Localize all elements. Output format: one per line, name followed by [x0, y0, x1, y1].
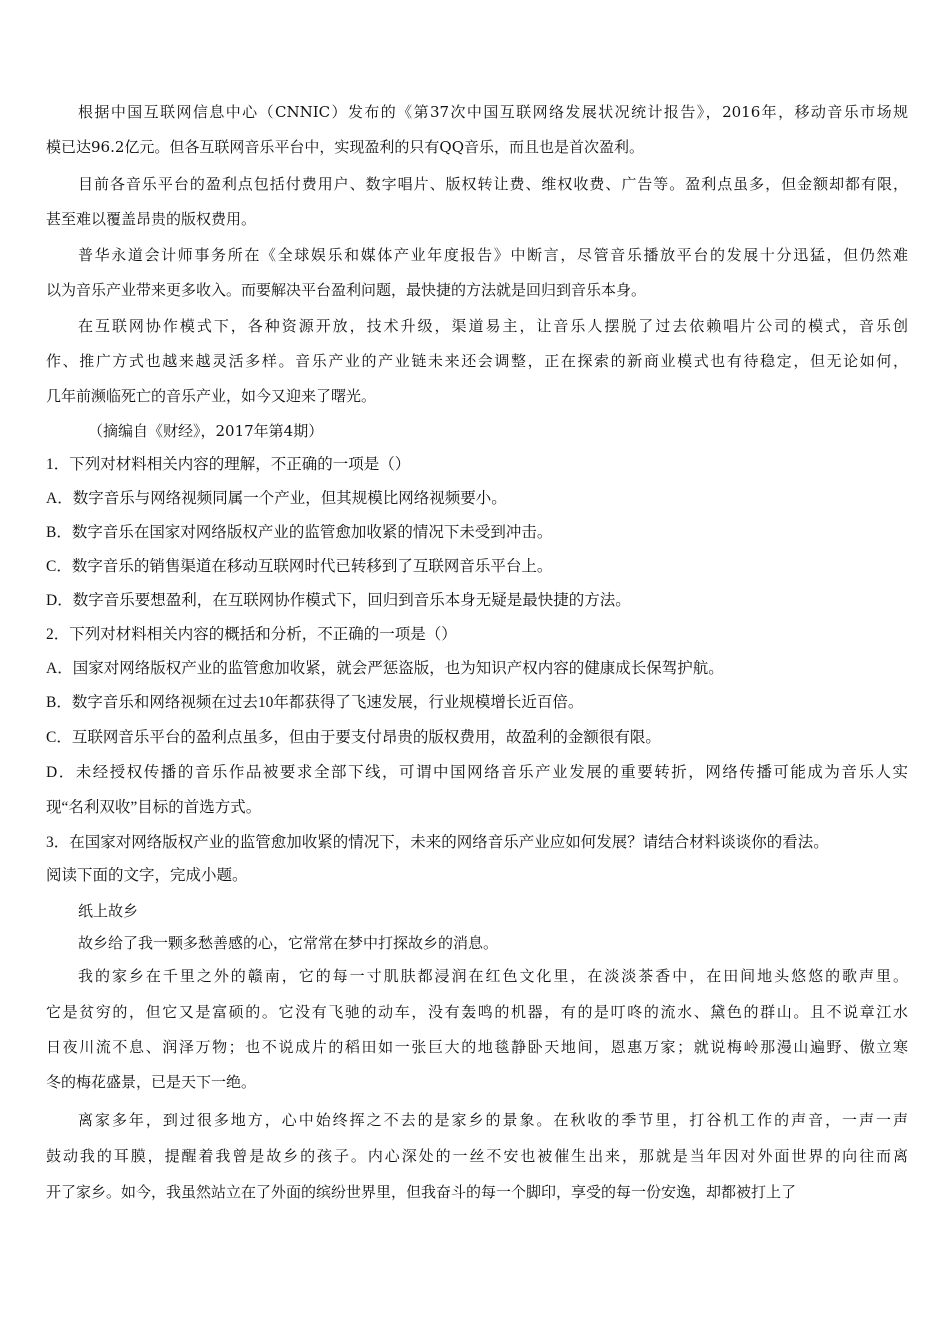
question-2-option-d-line-1: D．未经授权传播的音乐作品被要求全部下线，可谓中国网络音乐产业发展的重要转折，网络传播可能成为音乐人实 [46, 764, 908, 781]
passage2-line-1: 故乡给了我一颗多愁善感的心，它常常在梦中打探故乡的消息。 [78, 934, 499, 952]
passage1-line-6: 以为音乐产业带来更多收入。而要解决平台盈利问题，最快捷的方法就是回归到音乐本身。 [46, 281, 647, 299]
passage1-line-2: 模已达96.2亿元。但各互联网音乐平台中，实现盈利的只有QQ音乐，而且也是首次盈利。 [46, 138, 644, 156]
question-1-option-d: D．数字音乐要想盈利，在互联网协作模式下，回归到音乐本身无疑是最快捷的方法。 [46, 592, 631, 609]
passage2-line-8: 开了家乡。如今，我虽然站立在了外面的缤纷世界里，但我奋斗的每一个脚印，享受的每一份安逸，却都被打上了 [46, 1183, 797, 1201]
reading-instruction: 阅读下面的文字，完成小题。 [46, 867, 248, 884]
passage2-line-5: 冬的梅花盛景，已是天下一绝。 [46, 1073, 257, 1091]
question-1-option-c: C．数字音乐的销售渠道在移动互联网时代已转移到了互联网音乐平台上。 [46, 558, 553, 575]
passage1-line-4: 甚至难以覆盖昂贵的版权费用。 [46, 210, 257, 228]
passage1-line-1: 根据中国互联网信息中心（CNNIC）发布的《第37次中国互联网络发展状况统计报告》，2016年，移动音乐市场规 [78, 103, 908, 121]
question-2-option-c: C．互联网音乐平台的盈利点虽多，但由于要支付昂贵的版权费用，故盈利的金额很有限。 [46, 729, 661, 746]
question-3-stem: 3．在国家对网络版权产业的监管愈加收紧的情况下，未来的网络音乐产业应如何发展？请结合材料谈谈你的看法。 [46, 834, 829, 851]
question-2-stem: 2．下列对材料相关内容的概括和分析，不正确的一项是（） [46, 626, 457, 643]
passage1-line-9: 几年前濒临死亡的音乐产业，如今又迎来了曙光。 [46, 387, 377, 405]
question-2-option-a: A．国家对网络版权产业的监管愈加收紧，就会严惩盗版，也为知识产权内容的健康成长保驾护航。 [46, 660, 724, 677]
passage2-line-4: 日夜川流不息、润泽万物；也不说成片的稻田如一张巨大的地毯静卧天地间，恩惠万家；就说梅岭那漫山遍野、傲立寒 [46, 1038, 908, 1056]
passage2-line-7: 鼓动我的耳膜，提醒着我曾是故乡的孩子。内心深处的一丝不安也被催生出来，那就是当年因对外面世界的向往而离 [46, 1147, 908, 1165]
passage1-line-8: 作、推广方式也越来越灵活多样。音乐产业的产业链未来还会调整，正在探索的新商业模式也有待稳定，但无论如何， [46, 352, 908, 370]
question-1-option-a: A．数字音乐与网络视频同属一个产业，但其规模比网络视频要小。 [46, 490, 507, 507]
question-1-option-b: B．数字音乐在国家对网络版权产业的监管愈加收紧的情况下未受到冲击。 [46, 524, 553, 541]
passage2-line-6: 离家多年，到过很多地方，心中始终挥之不去的是家乡的景象。在秋收的季节里，打谷机工作的声音，一声一声 [78, 1111, 908, 1129]
question-1-stem: 1．下列对材料相关内容的理解，不正确的一项是（） [46, 456, 411, 473]
question-2-option-b: B．数字音乐和网络视频在过去10年都获得了飞速发展，行业规模增长近百倍。 [46, 694, 584, 711]
question-2-option-d-line-2: 现“名利双收”目标的首选方式。 [46, 799, 262, 816]
passage1-source: （摘编自《财经》，2017年第4期） [88, 422, 324, 440]
passage1-line-3: 目前各音乐平台的盈利点包括付费用户、数字唱片、版权转让费、维权收费、广告等。盈利点虽多，但金额却都有限， [78, 175, 908, 193]
passage2-line-3: 它是贫穷的，但它又是富硕的。它没有飞驰的动车，没有轰鸣的机器，有的是叮咚的流水、黛色的群山。且不说章江水 [46, 1003, 908, 1021]
passage1-line-7: 在互联网协作模式下，各种资源开放，技术升级，渠道易主，让音乐人摆脱了过去依赖唱片公司的模式，音乐创 [78, 317, 908, 335]
passage2-title: 纸上故乡 [78, 902, 139, 920]
passage2-line-2: 我的家乡在千里之外的赣南，它的每一寸肌肤都浸润在红色文化里，在淡淡茶香中，在田间地头悠悠的歌声里。 [78, 967, 908, 985]
passage1-line-5: 普华永道会计师事务所在《全球娱乐和媒体产业年度报告》中断言，尽管音乐播放平台的发展十分迅猛，但仍然难 [78, 246, 908, 264]
